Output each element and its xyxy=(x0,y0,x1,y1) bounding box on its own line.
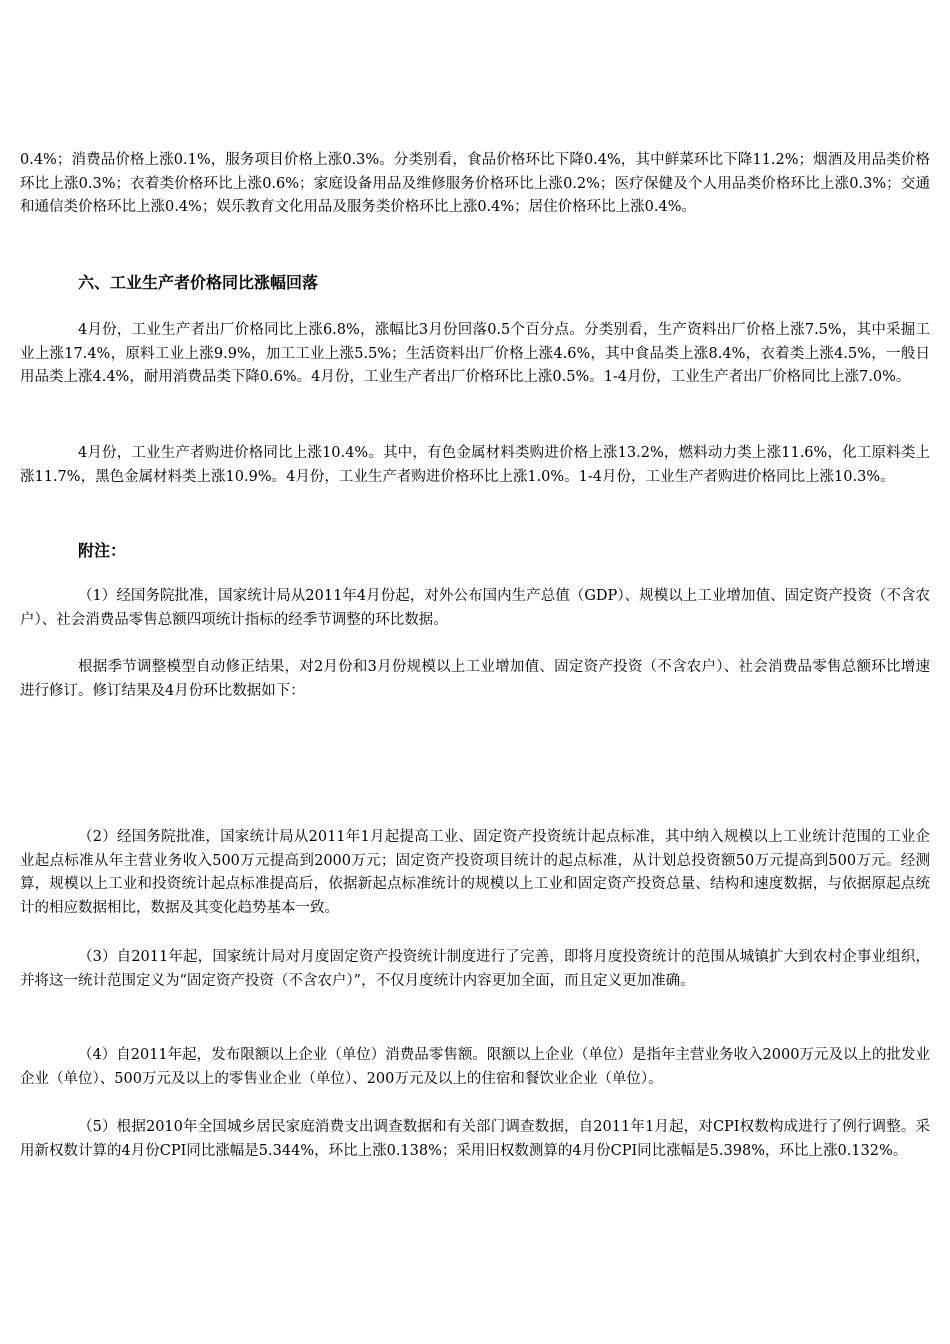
note-4: （4）自2011年起，发布限额以上企业（单位）消费品零售额。限额以上企业（单位）是指年主营业务收入2000万元及以上的批发业企业（单位）、500万元及以上的零售业企业（单位）、200万元及以上的住宿和餐饮业企业（单位）。 xyxy=(20,1047,930,1087)
paragraph-cpi-monthly: 0.4%；消费品价格上涨0.1%，服务项目价格上涨0.3%。分类别看，食品价格环比下降0.4%，其中鲜菜环比下降11.2%；烟酒及用品类价格环比上涨0.3%；衣着类价格环比上涨0.6%；家庭设备用品及维修服务价格环比上涨0.2%；医疗保健及个人用品类价格环比上涨0.3%；交通和通信类价格环比上涨0.4%；娱乐教育文化用品及服务类价格环比上涨0.4%；居住价格环比上涨0.4%。 xyxy=(20,152,930,215)
note-1-continued: 根据季节调整模型自动修正结果，对2月份和3月份规模以上工业增加值、固定资产投资（不含农户）、社会消费品零售总额环比增速进行修订。修订结果及4月份环比数据如下： xyxy=(20,659,930,699)
note-1: （1）经国务院批准，国家统计局从2011年4月份起，对外公布国内生产总值（GDP）、规模以上工业增加值、固定资产投资（不含农户）、社会消费品零售总额四项统计指标的经季节调整的环比数据。 xyxy=(20,588,930,628)
note-5: （5）根据2010年全国城乡居民家庭消费支出调查数据和有关部门调查数据，自2011年1月起，对CPI权数构成进行了例行调整。采用新权数计算的4月份CPI同比涨幅是5.344%，环比上涨0.138%；采用旧权数测算的4月份CPI同比涨幅是5.398%，环比上涨0.132%。 xyxy=(20,1119,930,1159)
paragraph-ppi-purchase: 4月份，工业生产者购进价格同比上涨10.4%。其中，有色金属材料类购进价格上涨13.2%，燃料动力类上涨11.6%，化工原料类上涨11.7%，黑色金属材料类上涨10.9%。4月份，工业生产者购进价格环比上涨1.0%。1-4月份，工业生产者购进价格同比上涨10.3%。 xyxy=(20,445,930,485)
section-heading-ppi: 六、工业生产者价格同比涨幅回落 xyxy=(78,273,319,292)
note-3: （3）自2011年起，国家统计局对月度固定资产投资统计制度进行了完善，即将月度投资统计的范围从城镇扩大到农村企事业组织，并将这一统计范围定义为“固定资产投资（不含农户）”，不仅月度统计内容更加全面，而且定义更加准确。 xyxy=(20,949,930,989)
paragraph-ppi-output: 4月份，工业生产者出厂价格同比上涨6.8%，涨幅比3月份回落0.5个百分点。分类别看，生产资料出厂价格上涨7.5%，其中采掘工业上涨17.4%，原料工业上涨9.9%，加工工业上涨5.5%；生活资料出厂价格上涨4.6%，其中食品类上涨8.4%，衣着类上涨4.5%，一般日用品类上涨4.4%，耐用消费品类下降0.6%。4月份，工业生产者出厂价格环比上涨0.5%。1-4月份，工业生产者出厂价格同比上涨7.0%。 xyxy=(20,322,930,385)
notes-heading: 附注： xyxy=(78,541,127,560)
note-2: （2）经国务院批准，国家统计局从2011年1月起提高工业、固定资产投资统计起点标准，其中纳入规模以上工业统计范围的工业企业起点标准从年主营业务收入500万元提高到2000万元；固定资产投资项目统计的起点标准，从计划总投资额50万元提高到500万元。经测算，规模以上工业和投资统计起点标准提高后，依据新起点标准统计的规模以上工业和固定资产投资总量、结构和速度数据，与依据原起点统计的相应数据相比，数据及其变化趋势基本一致。 xyxy=(20,829,930,916)
